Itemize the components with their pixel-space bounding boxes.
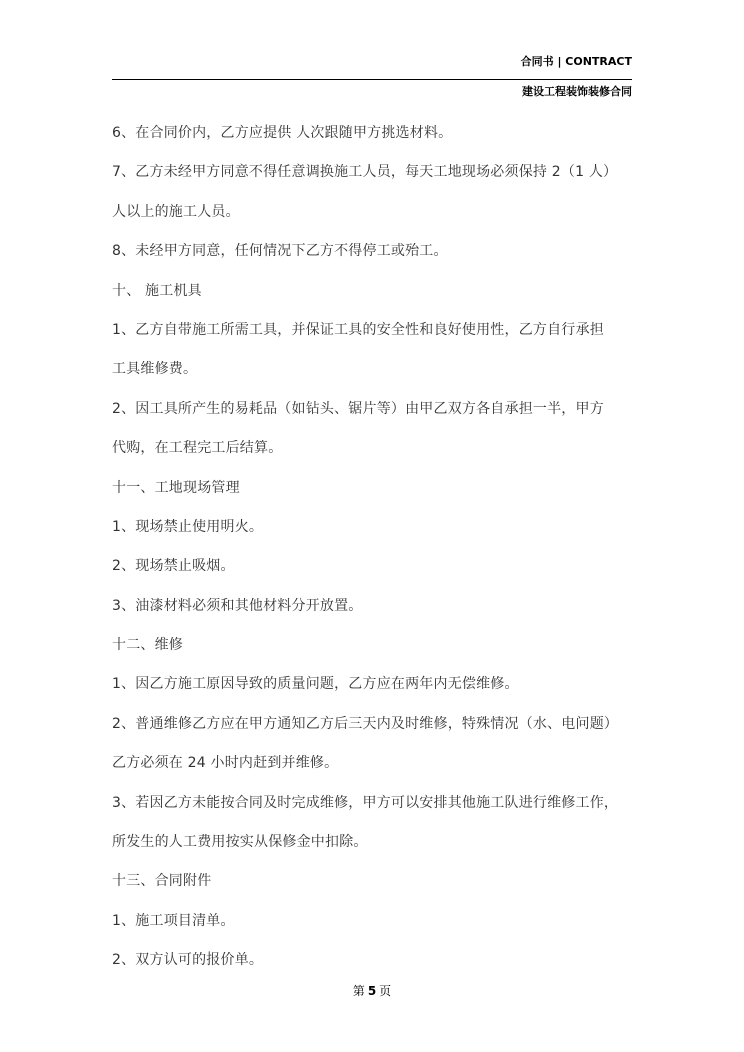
text-line: 2、双方认可的报价单。 bbox=[112, 952, 264, 969]
section-heading: 十一、工地现场管理 bbox=[112, 479, 240, 496]
text-line: 代购，在工程完工后结算。 bbox=[112, 440, 283, 457]
page-number-prefix: 第 bbox=[352, 984, 365, 998]
text-line: 人以上的施工人员。 bbox=[112, 203, 240, 220]
text-line: 工具维修费。 bbox=[112, 361, 198, 378]
text-line: 所发生的人工费用按实从保修金中扣除。 bbox=[112, 834, 368, 851]
text-line: 3、若因乙方未能按合同及时完成维修，甲方可以安排其他施工队进行维修工作， bbox=[112, 794, 619, 811]
text-line: 1、乙方自带施工所需工具，并保证工具的安全性和良好使用性，乙方自行承担 bbox=[112, 321, 604, 338]
page-header bbox=[112, 53, 632, 99]
text-line: 6、在合同价内，乙方应提供 人次跟随甲方挑选材料。 bbox=[112, 125, 453, 141]
page-footer bbox=[0, 982, 744, 999]
text-line: 3、油漆材料必须和其他材料分开放置。 bbox=[112, 597, 363, 614]
text-line: 1、现场禁止使用明火。 bbox=[112, 518, 264, 535]
text-line: 2、普通维修乙方应在甲方通知乙方后三天内及时维修，特殊情况（水、电问题） bbox=[112, 715, 619, 732]
text-line: 8、未经甲方同意，任何情况下乙方不得停工或殆工。 bbox=[112, 243, 448, 260]
text-line: 1、施工项目清单。 bbox=[112, 912, 235, 929]
section-heading: 十三、合同附件 bbox=[112, 873, 212, 890]
section-heading: 十、 施工机具 bbox=[112, 282, 202, 299]
section-heading: 十二、维修 bbox=[112, 637, 183, 654]
header-subtitle: 建设工程装饰装修合同 bbox=[522, 85, 632, 98]
header-divider bbox=[112, 79, 632, 80]
text-line: 2、因工具所产生的易耗品（如钻头、锯片等）由甲乙双方各自承担一半，甲方 bbox=[112, 400, 604, 417]
text-line: 乙方必须在 24 小时内赶到并维修。 bbox=[112, 755, 339, 772]
text-line: 7、乙方未经甲方同意不得任意调换施工人员，每天工地现场必须保持 2（1 人） bbox=[112, 164, 618, 181]
text-line: 2、现场禁止吸烟。 bbox=[112, 558, 235, 575]
header-title: 合同书 | CONTRACT bbox=[520, 55, 632, 68]
page-number: 5 bbox=[367, 984, 377, 998]
contract-body bbox=[112, 114, 640, 981]
page-number-suffix: 页 bbox=[379, 984, 392, 998]
text-line: 1、因乙方施工原因导致的质量问题，乙方应在两年内无偿维修。 bbox=[112, 676, 519, 693]
